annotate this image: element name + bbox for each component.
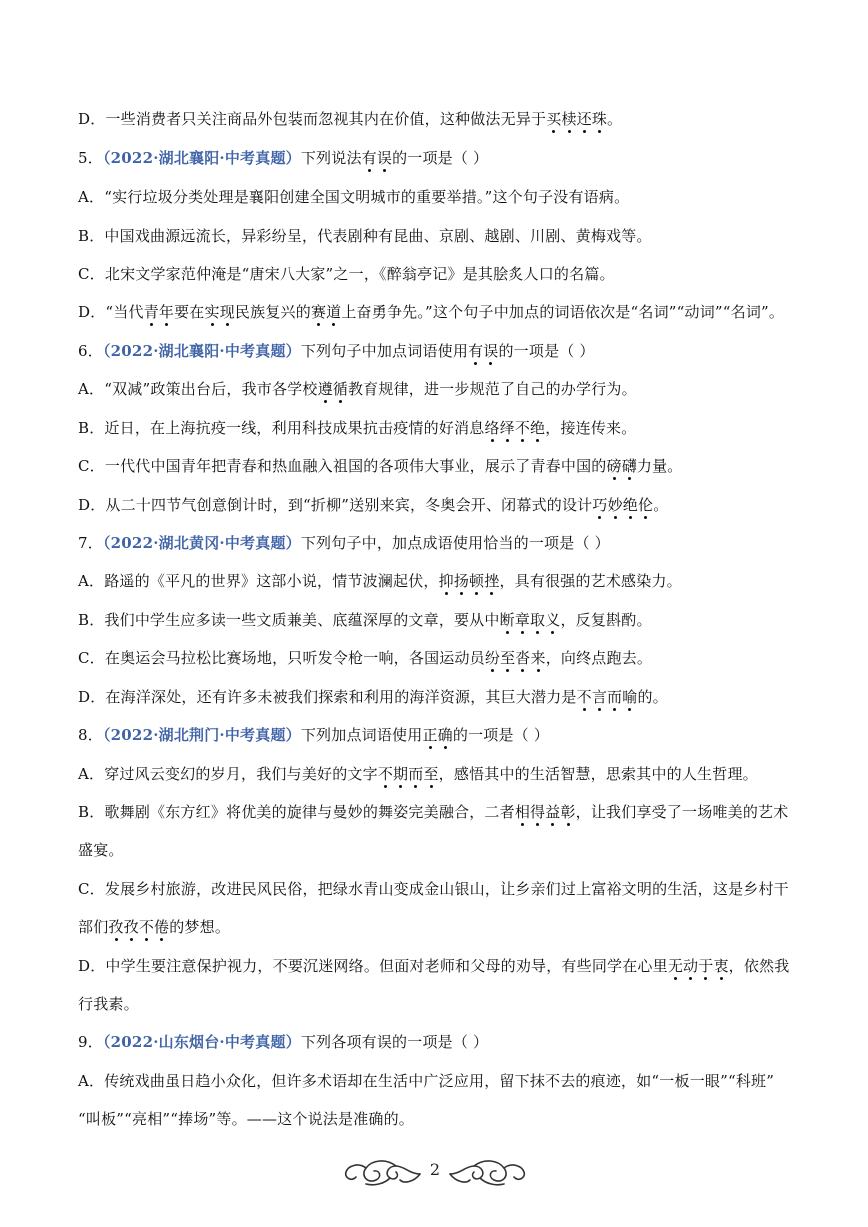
- question-stem: 下列加点词语使用正确的一项是（ ）: [300, 726, 550, 744]
- option-line: C．北宋文学家范仲淹是“唐宋八大家”之一，《醉翁亭记》是其脍炙人口的名篇。: [78, 265, 615, 283]
- question-number: 7．: [78, 534, 103, 552]
- question-8: [78, 725, 549, 745]
- line-text: B．近日，在上海抗疫一线，利用科技成果抗击疫情的好消息络绎不绝，接连传来。: [78, 419, 637, 437]
- option-line: C．发展乡村旅游，改进民风民俗，把绿水青山变成金山银山，让乡亲们过上富裕文明的生活，这是乡村干: [78, 880, 789, 898]
- option-line: [78, 495, 668, 515]
- line-text: A．“双减”政策出台后，我市各学校遵循教育规律，进一步规范了自己的办学行为。: [78, 380, 637, 398]
- line-text: D．从二十四节气创意倒计时，到“折柳”送别来宾，冬奥会开、闭幕式的设计巧妙绝伦。: [78, 496, 669, 514]
- line-text: C．在奥运会马拉松比赛场地，只听发令枪一响，各国运动员纷至沓来，向终点跑去。: [78, 649, 653, 667]
- question-7: [78, 533, 610, 553]
- option-line: [78, 610, 652, 630]
- option-line: [78, 764, 758, 784]
- option-line: [78, 456, 683, 476]
- option-line: [78, 687, 668, 707]
- line-text: C．一代代中国青年把青春和热血融入祖国的各项伟大事业，展示了青春中国的磅礴力量。: [78, 457, 683, 475]
- question-source: （2022·湖北襄阳·中考真题）: [102, 149, 301, 167]
- question-number: 5．: [78, 149, 103, 167]
- line-text: D．中学生要注意保护视力，不要沉迷网络。但面对老师和父母的劝导，有些同学在心里无动于衷，依然我: [78, 957, 790, 975]
- question-stem: 下列各项有误的一项是（ ）: [300, 1033, 489, 1051]
- option-line: 行我素。: [78, 995, 139, 1013]
- question-6: [78, 341, 595, 361]
- question-stem: 下列说法有误的一项是（ ）: [300, 149, 489, 167]
- option-line: [78, 571, 682, 591]
- question-number: 9．: [78, 1033, 103, 1051]
- option-line: [78, 917, 230, 937]
- option-line: [78, 302, 784, 322]
- page-footer: [340, 1152, 530, 1192]
- line-text: D．一些消费者只关注商品外包装而忽视其内在价值，这种做法无异于买椟还珠。: [78, 110, 623, 128]
- question-stem: 下列句子中，加点成语使用恰当的一项是（ ）: [300, 534, 610, 552]
- question-source: （2022·湖北黄冈·中考真题）: [102, 534, 301, 552]
- page-number: 2: [429, 1160, 441, 1179]
- option-line: [78, 956, 789, 976]
- line-text: D．“当代青年要在实现民族复兴的赛道上奋勇争先。”这个句子中加点的词语依次是“名词”“动词”“名词”。: [78, 303, 785, 321]
- line-text: A．穿过风云变幻的岁月，我们与美好的文字不期而至，感悟其中的生活智慧，思索其中的人生哲理。: [78, 765, 758, 783]
- line-text: B．歌舞剧《东方红》将优美的旋律与曼妙的舞姿完美融合，二者相得益彰，让我们享受了一场唯美的艺术: [78, 803, 789, 821]
- option-line: [78, 379, 637, 399]
- question-source: （2022·山东烟台·中考真题）: [102, 1033, 301, 1051]
- question-source: （2022·湖北荆门·中考真题）: [102, 726, 301, 744]
- option-line: [78, 109, 622, 129]
- option-line: B．中国戏曲源远流长，异彩纷呈，代表剧种有昆曲、京剧、越剧、川剧、黄梅戏等。: [78, 227, 652, 245]
- option-line: “叫板”“亮相”“捧场”等。——这个说法是准确的。: [78, 1110, 415, 1128]
- line-text: B．我们中学生应多读一些文质兼美、底蕴深厚的文章，要从中断章取义，反复斟酌。: [78, 611, 652, 629]
- option-line: [78, 418, 636, 438]
- question-source: （2022·湖北襄阳·中考真题）: [102, 342, 301, 360]
- question-stem: 下列句子中加点词语使用有误的一项是（ ）: [300, 342, 595, 360]
- option-line: 盛宴。: [78, 841, 124, 859]
- question-9: [78, 1032, 488, 1052]
- line-text: A．路遥的《平凡的世界》这部小说，情节波澜起伏，抑扬顿挫，具有很强的艺术感染力。: [78, 572, 682, 590]
- option-line: A．传统戏曲虽日趋小众化，但许多术语却在生活中广泛应用，留下抹不去的痕迹，如“一板一眼”“科班”: [78, 1072, 775, 1090]
- question-number: 8．: [78, 726, 103, 744]
- option-line: [78, 802, 788, 822]
- question-5: [78, 148, 488, 168]
- line-text: D．在海洋深处，还有许多未被我们探索和利用的海洋资源，其巨大潜力是不言而喻的。: [78, 688, 668, 706]
- option-line: [78, 648, 652, 668]
- line-text: 部们孜孜不倦的梦想。: [78, 918, 231, 936]
- option-line: A．“实行垃圾分类处理是襄阳创建全国文明城市的重要举措。”这个句子没有语病。: [78, 188, 630, 206]
- question-number: 6．: [78, 342, 103, 360]
